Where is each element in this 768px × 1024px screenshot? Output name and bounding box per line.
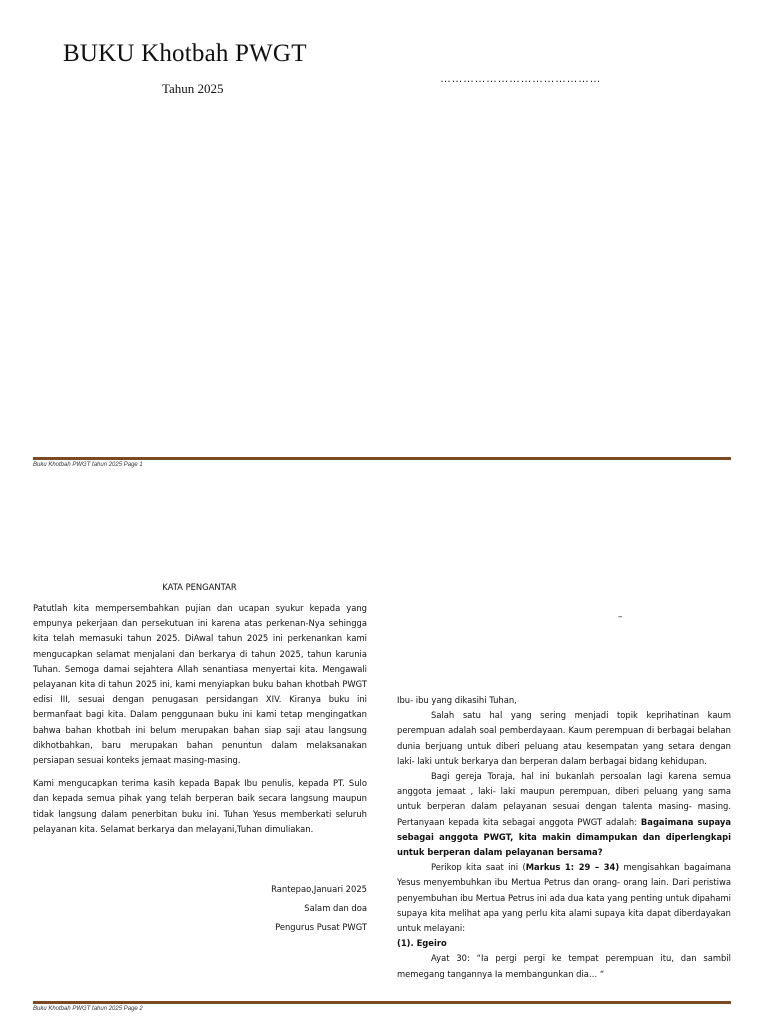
dotted-placeholder: …………………………………… — [440, 73, 601, 85]
kata-pengantar-paragraph-2: Kami mengucapkan terima kasih kepada Bapak Ibu penulis, kepada PT. Sulo dan kepada semua pihak yang telah berperan baik secara langsung maupun tidak langsung dalam penerbitan buku ini. Tuhan Yesus memberkati seluruh pelayanan kita. Selamat berkarya dan melayani,Tuhan dimuliakan. — [33, 778, 367, 834]
sermon-paragraph-2 — [397, 769, 731, 860]
kata-pengantar-paragraph-1: Patutlah kita mempersembahkan pujian dan ucapan syukur kepada yang empunya pekerjaan dan persekutuan ini karena atas perkenan-Nya sehingga kita telah memasuki tahun 2025. DiAwal tahun 2025 ini perkenankan kami mengucapkan selamat menjalani dan berkarya di tahun 2025, tahun karunia Tuhan. Semoga damai sejahtera Allah senantiasa menyertai kita. Mengawali pelayanan kita di tahun 2025 ini, kami menyiapkan buku bahan khotbah PWGT edisi III, sesuai dengan penugasan persidangan XIV. Kiranya buku ini bermanfaat bagi kita. Dalam penggunaan buku ini kami tetap mengingatkan bahwa bahan khotbah ini belum merupakan bahan siap saji atau langsung dikhotbahkan, baru merupakan bahan penuntun dalam melaksanakan persiapan sesuai konteks jemaat masing-masing. — [33, 603, 367, 766]
sermon-paragraph-1: Salah satu hal yang sering menjadi topik keprihatinan kaum perempuan adalah soal pemberdayaan. Kaum perempuan di berbagai belahan dunia berjuang untuk diberi peluang atau kesempatan yang setara dengan laki- laki untuk berkarya dan berperan dalam berbagai bidang kehidupan. — [397, 710, 731, 766]
dash-mark: – — [618, 612, 623, 622]
sermon-paragraph-2-text: Bagi gereja Toraja, hal ini bukanlah persoalan lagi karena semua anggota jemaat , laki- laki maupun perempuan, diberi peluang yang sama untuk berperan dalam pelayanan sesuai dengan talenta masing- masing. Pertanyaan kepada kita sebagai anggota PWGT adalah: — [397, 771, 731, 827]
scripture-reference: Markus 1: 29 – 34) — [525, 862, 620, 873]
sermon-salutation: Ibu- ibu yang dikasihi Tuhan, — [397, 695, 517, 705]
sermon-body — [397, 693, 731, 982]
signature-place-date: Rantepao,Januari 2025 — [271, 884, 367, 894]
sermon-question: Bagaimana supaya sebagai anggota PWGT, kita makin dimampukan dan diperlengkapi untuk berperan dalam pelayanan bersama? — [397, 816, 731, 858]
sermon-point-1 — [397, 936, 731, 951]
signature-block — [33, 884, 367, 932]
sermon-paragraph-3 — [397, 860, 731, 936]
page2-footer-rule — [33, 1001, 731, 1004]
page1-footer-rule — [33, 457, 731, 460]
sermon-paragraph-4: Ayat 30: “Ia pergi pergi ke tempat perempuan itu, dan sambil memegang tangannya Ia membangunkan dia… “ — [397, 953, 731, 979]
signature-greeting: Salam dan doa — [304, 903, 367, 913]
sermon-paragraph-3-end: mengisahkan bagaimana Yesus menyembuhkan ibu Mertua Petrus dan orang- orang lain. Dari peristiwa penyembuhan ibu Mertua Petrus ini ada dua kata yang penting untuk dipahami supaya kita melihat apa yang perlu kita alami supaya kita dapat diberdayakan untuk melayani: — [397, 862, 732, 934]
sermon-point-1-label: (1). Egeiro — [397, 938, 447, 949]
kata-pengantar-body — [33, 601, 367, 837]
book-title: BUKU Khotbah PWGT — [63, 40, 307, 67]
page1-footer: Buku Khotbah PWGT tahun 2025 Page 1 — [33, 462, 143, 468]
page2-footer: Buku Khotbah PWGT tahun 2025 Page 2 — [33, 1006, 143, 1012]
kata-pengantar-heading: KATA PENGANTAR — [162, 582, 237, 592]
book-year: Tahun 2025 — [162, 81, 224, 96]
sermon-paragraph-3-start: Perikop kita saat ini ( — [431, 862, 526, 873]
signature-signatory: Pengurus Pusat PWGT — [275, 922, 367, 932]
